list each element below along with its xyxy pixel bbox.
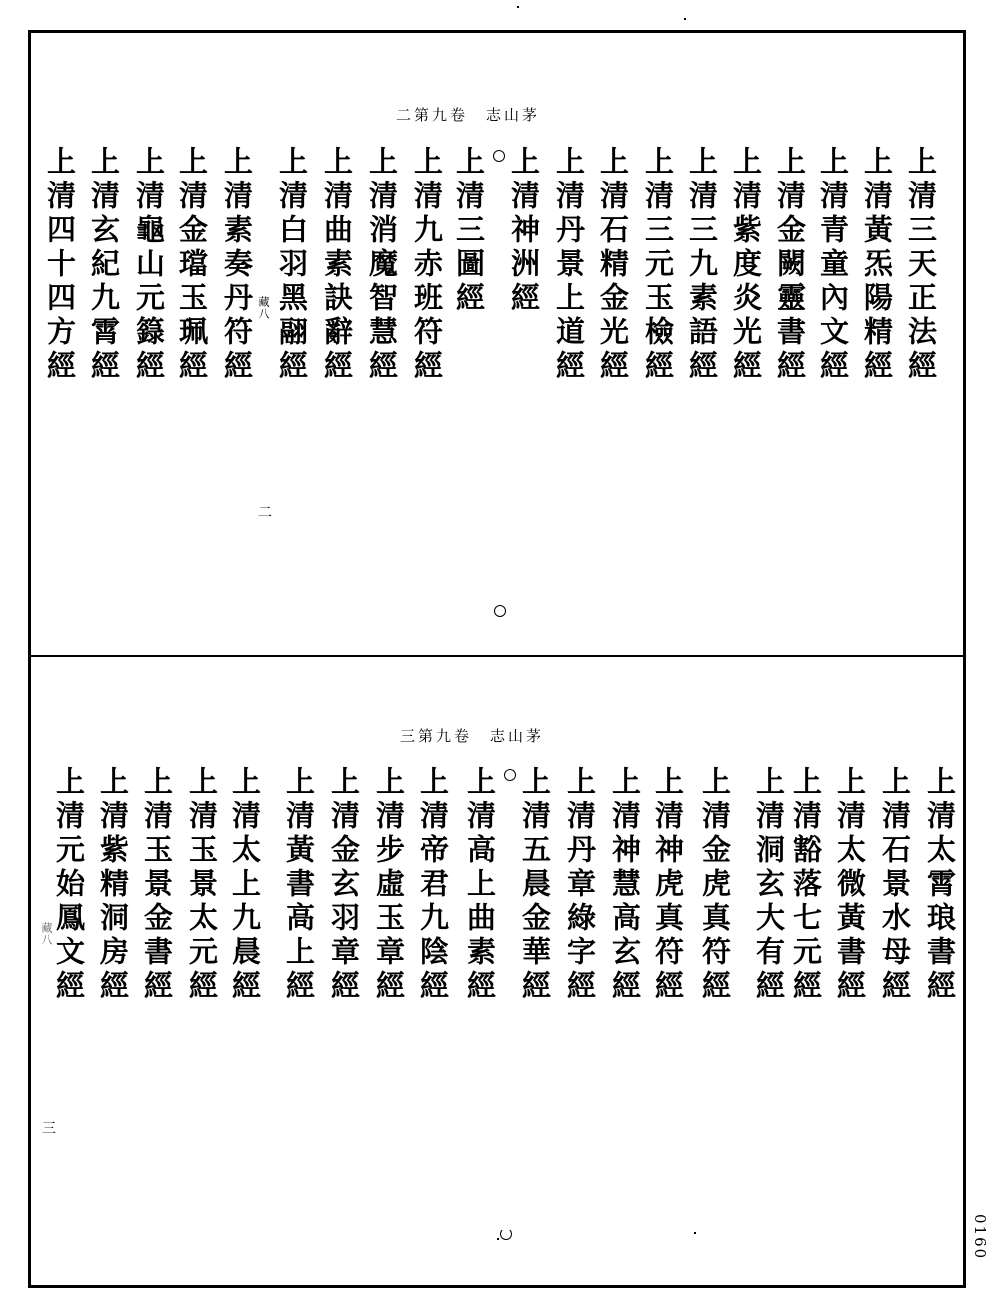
top-circle-mark-lower — [494, 605, 506, 617]
bottom-column-11: 上清高上曲素經 — [463, 766, 497, 1004]
bottom-circle-mark-lower — [500, 1228, 512, 1240]
scan-speck-1 — [517, 6, 519, 8]
scan-speck-4 — [694, 1232, 696, 1234]
bottom-column-8: 上清神慧高玄經 — [608, 766, 642, 1004]
bottom-column-9: 上清丹章綠字經 — [563, 766, 597, 1004]
bottom-column-18: 上清玉景金書經 — [140, 766, 174, 1004]
top-circle-mark-upper — [493, 150, 505, 162]
top-column-1: 上清三天正法經 — [904, 146, 938, 384]
top-column-17: 上清金璫玉珮經 — [175, 146, 209, 384]
bottom-column-20: 上清元始鳳文經 — [52, 766, 86, 1004]
page-number: 0160 — [971, 1214, 989, 1261]
bottom-panel-header: 三第九卷 志山茅 — [400, 727, 545, 745]
bottom-column-17: 上清玉景太元經 — [185, 766, 219, 1004]
top-column-8: 上清石精金光經 — [596, 146, 630, 384]
bottom-page-mark: 三 — [42, 1121, 56, 1137]
top-column-9: 上清丹景上道經 — [552, 146, 586, 384]
bottom-column-15: 上清黃書高上經 — [282, 766, 316, 1004]
bottom-column-7: 上清神虎真符經 — [651, 766, 685, 1004]
top-column-15: 上清白羽黑翮經 — [275, 146, 309, 384]
top-column-7: 上清三元玉檢經 — [641, 146, 675, 384]
bottom-column-5: 上清洞玄大有經 — [752, 766, 786, 1004]
bottom-column-19: 上清紫精洞房經 — [96, 766, 130, 1004]
bottom-column-10: 上清五晨金華經 — [518, 766, 552, 1004]
bottom-column-12: 上清帝君九陰經 — [416, 766, 450, 1004]
top-column-12: 上清九赤班符經 — [410, 146, 444, 384]
top-column-10: 上清神洲經 — [507, 146, 541, 316]
bottom-column-14: 上清金玄羽章經 — [327, 766, 361, 1004]
top-column-2: 上清黃炁陽精經 — [860, 146, 894, 384]
bottom-column-3: 上清太微黃書經 — [833, 766, 867, 1004]
bottom-column-4: 上清豁落七元經 — [789, 766, 823, 1004]
top-column-19: 上清玄紀九霄經 — [87, 146, 121, 384]
bottom-column-2: 上清石景水母經 — [878, 766, 912, 1004]
top-column-13: 上清消魔智慧經 — [365, 146, 399, 384]
bottom-column-1: 上清太霄琅書經 — [923, 766, 957, 1004]
bottom-column-6: 上清金虎真符經 — [698, 766, 732, 1004]
top-panel-header: 二第九卷 志山茅 — [396, 106, 541, 124]
top-page-mark: 二 — [258, 505, 272, 521]
bottom-side-note: 藏八 — [40, 922, 53, 946]
bottom-circle-mark-upper — [504, 769, 516, 781]
panel-divider — [28, 655, 966, 657]
bottom-column-13: 上清步虛玉章經 — [372, 766, 406, 1004]
top-column-3: 上清青童內文經 — [816, 146, 850, 384]
top-column-5: 上清紫度炎光經 — [729, 146, 763, 384]
scan-speck-3 — [497, 1238, 499, 1240]
top-column-16: 上清素奏丹符經 — [220, 146, 254, 384]
top-side-note: 藏八 — [257, 296, 270, 320]
top-column-14: 上清曲素訣辭經 — [320, 146, 354, 384]
top-column-11: 上清三圖經 — [452, 146, 486, 316]
top-column-18: 上清龜山元籙經 — [132, 146, 166, 384]
scan-speck-2 — [684, 18, 686, 20]
bottom-column-16: 上清太上九晨經 — [228, 766, 262, 1004]
top-column-20: 上清四十四方經 — [43, 146, 77, 384]
top-column-4: 上清金闕靈書經 — [773, 146, 807, 384]
top-column-6: 上清三九素語經 — [685, 146, 719, 384]
